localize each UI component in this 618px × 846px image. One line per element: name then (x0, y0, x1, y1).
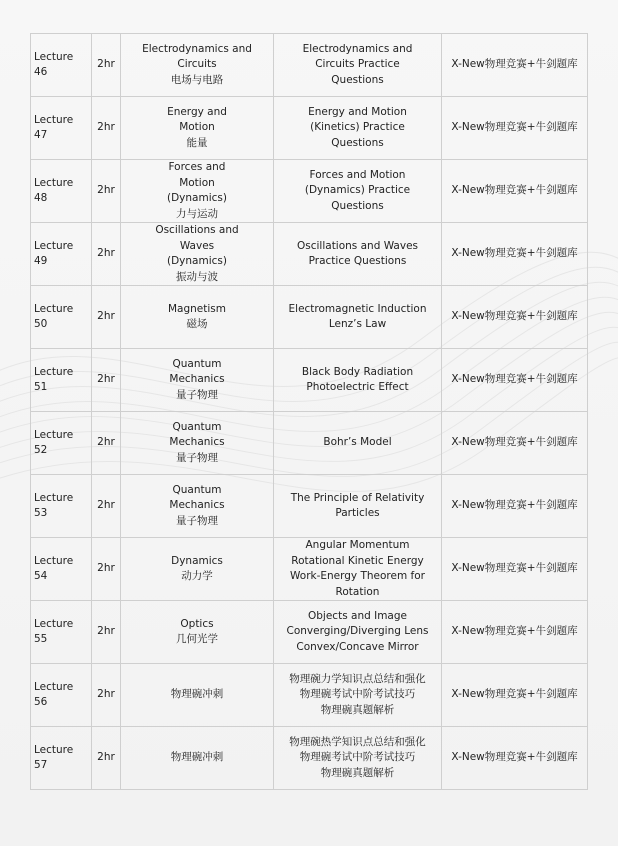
content-line: 物理碗考试中阶考试技巧 (299, 688, 416, 701)
lecture-content (274, 475, 442, 538)
table-row (31, 97, 588, 160)
content-line: Questions (331, 73, 384, 86)
table-row (31, 223, 588, 286)
lecture-content (274, 97, 442, 160)
topic-line: 振动与波 (176, 270, 218, 283)
content-line: Questions (331, 199, 384, 212)
lecture-number: Lecture 51 (31, 349, 92, 412)
topic-line: 物理碗冲刺 (170, 688, 224, 701)
lecture-number: Lecture 47 (31, 97, 92, 160)
topic-line: Mechanics (169, 373, 225, 386)
topic-line: 磁场 (186, 318, 208, 330)
content-line: Photoelectric Effect (306, 381, 409, 393)
question-bank-source: X-New物理竞赛+牛剑题库 (442, 538, 588, 601)
topic-line: 电场与电路 (170, 73, 224, 86)
lecture-content (274, 34, 442, 97)
topic-line: Dynamics (171, 554, 223, 567)
lecture-number: Lecture 55 (31, 601, 92, 664)
topic-line: 动力学 (181, 570, 213, 582)
lecture-topic (121, 727, 274, 790)
lecture-content (274, 286, 442, 349)
course-schedule-table (30, 33, 588, 790)
lecture-content (274, 160, 442, 223)
content-line: 物理碗真题解析 (320, 703, 395, 716)
topic-line: Waves (179, 239, 215, 252)
topic-line: Electrodynamics and (142, 42, 252, 55)
content-line: Circuits Practice (315, 58, 400, 71)
lecture-duration: 2hr (92, 412, 121, 475)
topic-line: Energy and (167, 105, 227, 118)
topic-line: 物理碗冲刺 (170, 751, 224, 764)
topic-line: Quantum (172, 483, 222, 496)
lecture-topic (121, 538, 274, 601)
lecture-topic (121, 160, 274, 223)
lecture-number: Lecture 56 (31, 664, 92, 727)
topic-line: Quantum (172, 420, 222, 433)
table-row (31, 727, 588, 790)
topic-line: (Dynamics) (167, 192, 227, 204)
lecture-number: Lecture 52 (31, 412, 92, 475)
content-line: Objects and Image (308, 609, 407, 622)
content-line: Angular Momentum (305, 539, 410, 551)
question-bank-source: X-New物理竞赛+牛剑题库 (442, 727, 588, 790)
topic-line: 量子物理 (176, 514, 218, 527)
lecture-topic (121, 664, 274, 727)
lecture-number: Lecture 50 (31, 286, 92, 349)
topic-line: 量子物理 (176, 388, 218, 401)
question-bank-source: X-New物理竞赛+牛剑题库 (442, 34, 588, 97)
lecture-topic (121, 412, 274, 475)
lecture-duration: 2hr (92, 727, 121, 790)
lecture-topic (121, 286, 274, 349)
content-line: Lenz’s Law (328, 318, 387, 330)
topic-line: 几何光学 (176, 633, 218, 645)
lecture-topic (121, 349, 274, 412)
lecture-number: Lecture 49 (31, 223, 92, 286)
question-bank-source: X-New物理竞赛+牛剑题库 (442, 349, 588, 412)
table-row (31, 160, 588, 223)
content-line: Particles (335, 507, 380, 519)
lecture-duration: 2hr (92, 286, 121, 349)
question-bank-source: X-New物理竞赛+牛剑题库 (442, 664, 588, 727)
content-line: The Principle of Relativity (290, 491, 425, 504)
table-row (31, 475, 588, 538)
content-line: Practice Questions (308, 255, 407, 267)
content-line: Electromagnetic Induction (288, 302, 427, 315)
lecture-topic (121, 475, 274, 538)
table-row (31, 286, 588, 349)
content-line: Convex/Concave Mirror (296, 640, 419, 653)
table-row (31, 601, 588, 664)
topic-line: Oscillations and (155, 224, 239, 236)
content-line: 物理碗考试中阶考试技巧 (299, 751, 416, 764)
topic-line: Mechanics (169, 436, 225, 449)
content-line: Rotational Kinetic Energy (291, 554, 424, 567)
table-row (31, 538, 588, 601)
content-line: Electrodynamics and (302, 42, 413, 55)
table-row (31, 349, 588, 412)
topic-line: Optics (180, 617, 214, 630)
table-row (31, 412, 588, 475)
table-row (31, 664, 588, 727)
table-row (31, 34, 588, 97)
lecture-duration: 2hr (92, 538, 121, 601)
topic-line: 能量 (186, 136, 208, 149)
topic-line: Forces and (168, 161, 226, 173)
content-line: 物理碗真题解析 (320, 766, 395, 779)
topic-line: Mechanics (169, 499, 225, 512)
content-line: Converging/Diverging Lens (286, 625, 429, 638)
lecture-content (274, 664, 442, 727)
lecture-duration: 2hr (92, 223, 121, 286)
content-line: (Kinetics) Practice (310, 121, 405, 134)
lecture-content (274, 223, 442, 286)
question-bank-source: X-New物理竞赛+牛剑题库 (442, 601, 588, 664)
content-line: Rotation (335, 585, 380, 598)
lecture-topic (121, 34, 274, 97)
topic-line: Motion (179, 121, 215, 134)
content-line: Oscillations and Waves (297, 239, 418, 252)
content-line: 物理碗热学知识点总结和强化 (289, 735, 426, 748)
lecture-duration: 2hr (92, 601, 121, 664)
topic-line: (Dynamics) (167, 255, 227, 267)
lecture-duration: 2hr (92, 475, 121, 538)
lecture-topic (121, 601, 274, 664)
lecture-duration: 2hr (92, 349, 121, 412)
content-line: (Dynamics) Practice (304, 184, 411, 197)
question-bank-source: X-New物理竞赛+牛剑题库 (442, 286, 588, 349)
content-line: Questions (331, 136, 384, 149)
lecture-number: Lecture 48 (31, 160, 92, 223)
content-line: Energy and Motion (308, 105, 407, 118)
lecture-content (274, 412, 442, 475)
lecture-number: Lecture 54 (31, 538, 92, 601)
question-bank-source: X-New物理竞赛+牛剑题库 (442, 160, 588, 223)
lecture-duration: 2hr (92, 34, 121, 97)
content-line: Forces and Motion (309, 168, 406, 181)
topic-line: Magnetism (167, 302, 226, 315)
topic-line: 力与运动 (176, 207, 218, 220)
content-line: 物理碗力学知识点总结和强化 (289, 672, 426, 685)
lecture-topic (121, 97, 274, 160)
question-bank-source: X-New物理竞赛+牛剑题库 (442, 412, 588, 475)
question-bank-source: X-New物理竞赛+牛剑题库 (442, 97, 588, 160)
content-line: Work-Energy Theorem for (290, 570, 425, 582)
topic-line: Quantum (172, 357, 222, 370)
lecture-duration: 2hr (92, 160, 121, 223)
question-bank-source: X-New物理竞赛+牛剑题库 (442, 475, 588, 538)
lecture-content (274, 601, 442, 664)
lecture-content (274, 727, 442, 790)
topic-line: Circuits (177, 58, 217, 71)
content-line: Bohr’s Model (323, 436, 392, 449)
lecture-content (274, 349, 442, 412)
lecture-number: Lecture 57 (31, 727, 92, 790)
lecture-number: Lecture 53 (31, 475, 92, 538)
question-bank-source: X-New物理竞赛+牛剑题库 (442, 223, 588, 286)
content-line: Black Body Radiation (301, 365, 414, 378)
lecture-topic (121, 223, 274, 286)
topic-line: Motion (179, 176, 215, 189)
lecture-duration: 2hr (92, 664, 121, 727)
lecture-number: Lecture 46 (31, 34, 92, 97)
lecture-duration: 2hr (92, 97, 121, 160)
lecture-content (274, 538, 442, 601)
topic-line: 量子物理 (176, 451, 218, 464)
